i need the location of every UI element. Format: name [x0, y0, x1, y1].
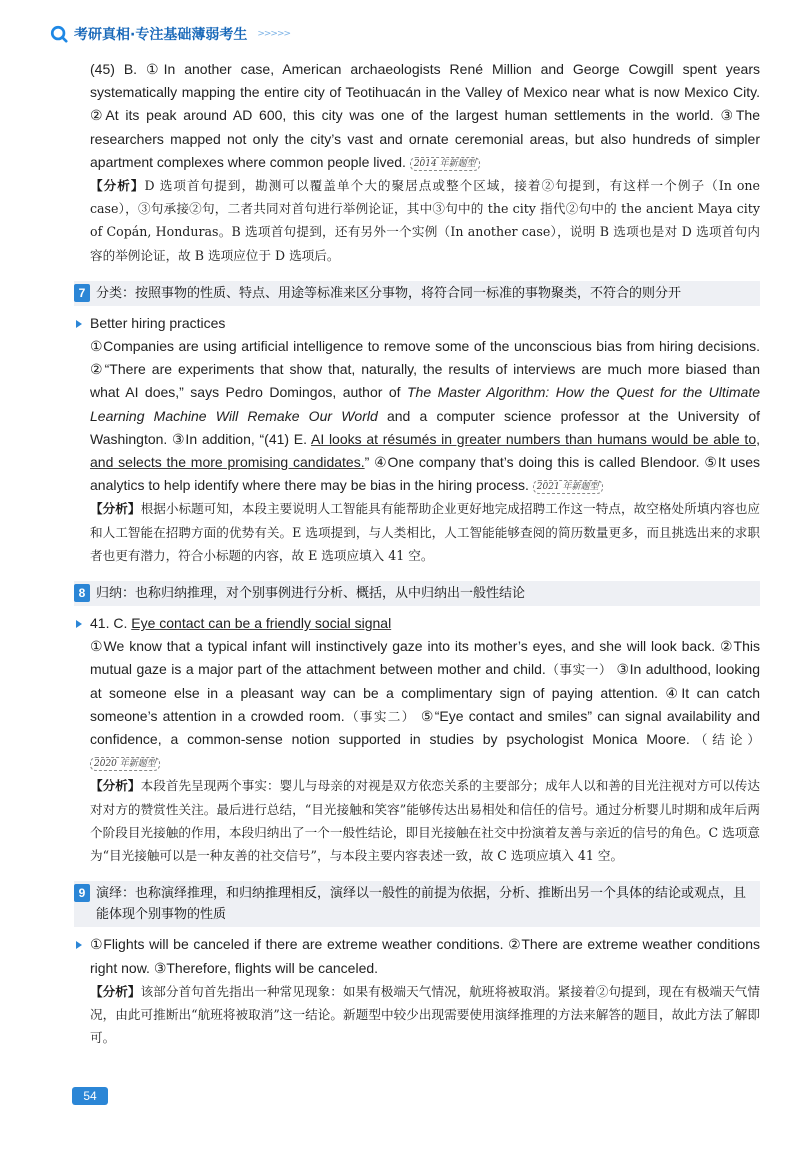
bullet-text: Better hiring practices — [90, 314, 226, 331]
page-content — [78, 58, 761, 1049]
triangle-bullet-icon — [76, 620, 82, 628]
section-heading-8 — [74, 581, 760, 606]
passage-7-part1: ①Companies are using artificial intelligence to remove some of the unconscious bias from hiring decisions. ②“There are experiments that show that, naturally, the results of interviews are much more biased than what AI does,” says Pedro Domingos, author of — [90, 338, 760, 401]
section-heading-7 — [74, 281, 760, 306]
page-number: 54 — [72, 1087, 108, 1105]
analysis-45 — [90, 174, 760, 267]
section-title: 演绎：也称演绎推理，和归纳推理相反，演绎以一般性的前提为依据，分析、推断出另一个具体的结论或观点，且能体现个别事物的性质 — [96, 886, 747, 923]
analysis-tag: 【分析】 — [90, 178, 145, 194]
analysis-9 — [90, 980, 760, 1050]
analysis-tag: 【分析】 — [90, 501, 141, 517]
passage-45 — [90, 58, 760, 174]
section-number: 9 — [74, 884, 90, 902]
analysis-45-text: D 选项首句提到，勘测可以覆盖单个大的聚居点或整个区域，接着②句提到，有这样一个例子（In one case），③句承接②句，二者共同对首句进行举例论证，其中③句中的 the city 指代②句中的 the ancient Maya city of Copán, Honduras。B 选项首句提到，还有另外一个实例（In another case），说明 B 选项也是对 D 选项首句内容的举例论证，故 B 选项应位于 D 选项后。 — [90, 178, 760, 263]
passage-9-text: ①Flights will be canceled if there are extreme weather conditions. ②There are extreme weather conditions right now. ③Therefore, flights will be canceled. — [90, 936, 760, 976]
passage-8-part1: ①We know that a typical infant will instinctively gaze into its mother’s eyes, and she will look back. ②This mutual gaze is a major part of the attachment between mother and child. — [90, 638, 760, 678]
analysis-7-text: 根据小标题可知，本段主要说明人工智能具有能帮助企业更好地完成招聘工作这一特点，故空格处所填内容也应和人工智能在招聘方面的优势有关。E 选项提到，与人类相比，人工智能能够查阅的简历数量更多，而且挑选出来的求职者也更有潜力，符合小标题的内容，故 E 选项应填入 41 空。 — [90, 501, 761, 563]
analysis-tag: 【分析】 — [90, 778, 141, 794]
passage-9 — [90, 933, 760, 979]
year-stamp: 2020 年新题型 — [90, 757, 160, 771]
passage-7-part2: and a computer science professor at the University of Washington. ③In addition, “(41) E. — [90, 407, 760, 447]
analysis-8 — [90, 774, 760, 867]
answer-underlined: AI looks at résumés in greater numbers than humans would be able to, and selects the more promising candidates. — [90, 430, 760, 471]
analysis-9-text: 该部分首句首先指出一种常见现象：如果有极端天气情况，航班将被取消。紧接着②句提到，现在有极端天气情况，由此可推断出“航班将被取消”这一结论。新题型中较少出现需要使用演绎推理的方法来解答的题目，故此方法了解即可。 — [90, 983, 761, 1046]
analysis-tag: 【分析】 — [90, 983, 141, 999]
bullet-heading — [90, 612, 760, 635]
passage-8 — [90, 635, 760, 774]
triangle-bullet-icon — [76, 941, 82, 949]
passage-8-part2: ③In adulthood, looking at someone else in a pleasant way can be a complimentary sign of paying attention. ④It can catch someone’s attention in a crowded room. — [90, 661, 761, 724]
section-heading-9 — [74, 881, 760, 927]
brand-title: 考研真相·专注基础薄弱考生 — [74, 27, 248, 43]
section-number: 7 — [74, 284, 90, 302]
passage-7 — [90, 335, 760, 497]
triangle-bullet-icon — [76, 320, 82, 328]
page-header — [50, 20, 290, 48]
bullet-underlined: Eye contact can be a friendly social signal — [131, 615, 392, 632]
analysis-8-text: 本段首先呈现两个事实：婴儿与母亲的对视是双方依恋关系的主要部分；成年人以和善的目光注视对方可以传达对对方的赞赏性关注。最后进行总结，“目光接触和笑容”能够传达出易相处和信任的信号。通过分析婴儿时期和成年后两个阶段目光接触的作用，本段归纳出了一个一般性结论，即目光接触在社交中扮演着友善与亲近的信号的角色。C 选项意为“目光接触可以是一种友善的社交信号”，与本段主要内容表述一致，故 C 选项应填入 41 空。 — [90, 778, 761, 864]
passage-45-text: (45) B. ①In another case, American archaeologists René Million and George Cowgill spent years systematically mapping the entire city of Teotihuacán in the Valley of Mexico near what is now Mexico City. ②At its peak around AD 600, this city was one of the largest human settlements in the world. ③The researchers mapped not only the city’s vast and ornate ceremonial areas, but also hundreds of simpler apartment complexes where common people lived. — [90, 61, 760, 170]
section-title: 分类：按照事物的性质、特点、用途等标准来区分事物，将符合同一标准的事物聚类，不符合的则分开 — [96, 285, 682, 301]
year-stamp: 2021 年新题型 — [533, 480, 603, 494]
section-title: 归纳：也称归纳推理，对个别事例进行分析、概括，从中归纳出一般性结论 — [96, 586, 526, 602]
passage-7-part3: ” ④One company that’s doing this is called Blendoor. ⑤It uses analytics to help identify where there may be bias in the hiring process. — [90, 454, 760, 494]
chevron-decoration: >>>>> — [257, 29, 291, 39]
analysis-7 — [90, 497, 760, 567]
conclusion-label: （结论） — [689, 732, 760, 748]
book-title: The Master Algorithm: How the Quest for the Ultimate Learning Machine Will Remake Our World — [90, 384, 760, 424]
section-number: 8 — [74, 584, 90, 602]
bullet-heading — [90, 312, 760, 335]
magnifier-logo-icon — [50, 25, 68, 43]
bullet-prefix: 41. C. — [90, 615, 132, 632]
fact-label: （事实二） — [344, 708, 416, 724]
passage-8-part3: ⑤“Eye contact and smiles” can signal availability and confidence, a common-sense notion supported in studies by psychologist Monica Moore. — [90, 707, 760, 748]
fact-label: （事实一） — [545, 662, 613, 678]
year-stamp: 2014 年新题型 — [410, 157, 480, 171]
